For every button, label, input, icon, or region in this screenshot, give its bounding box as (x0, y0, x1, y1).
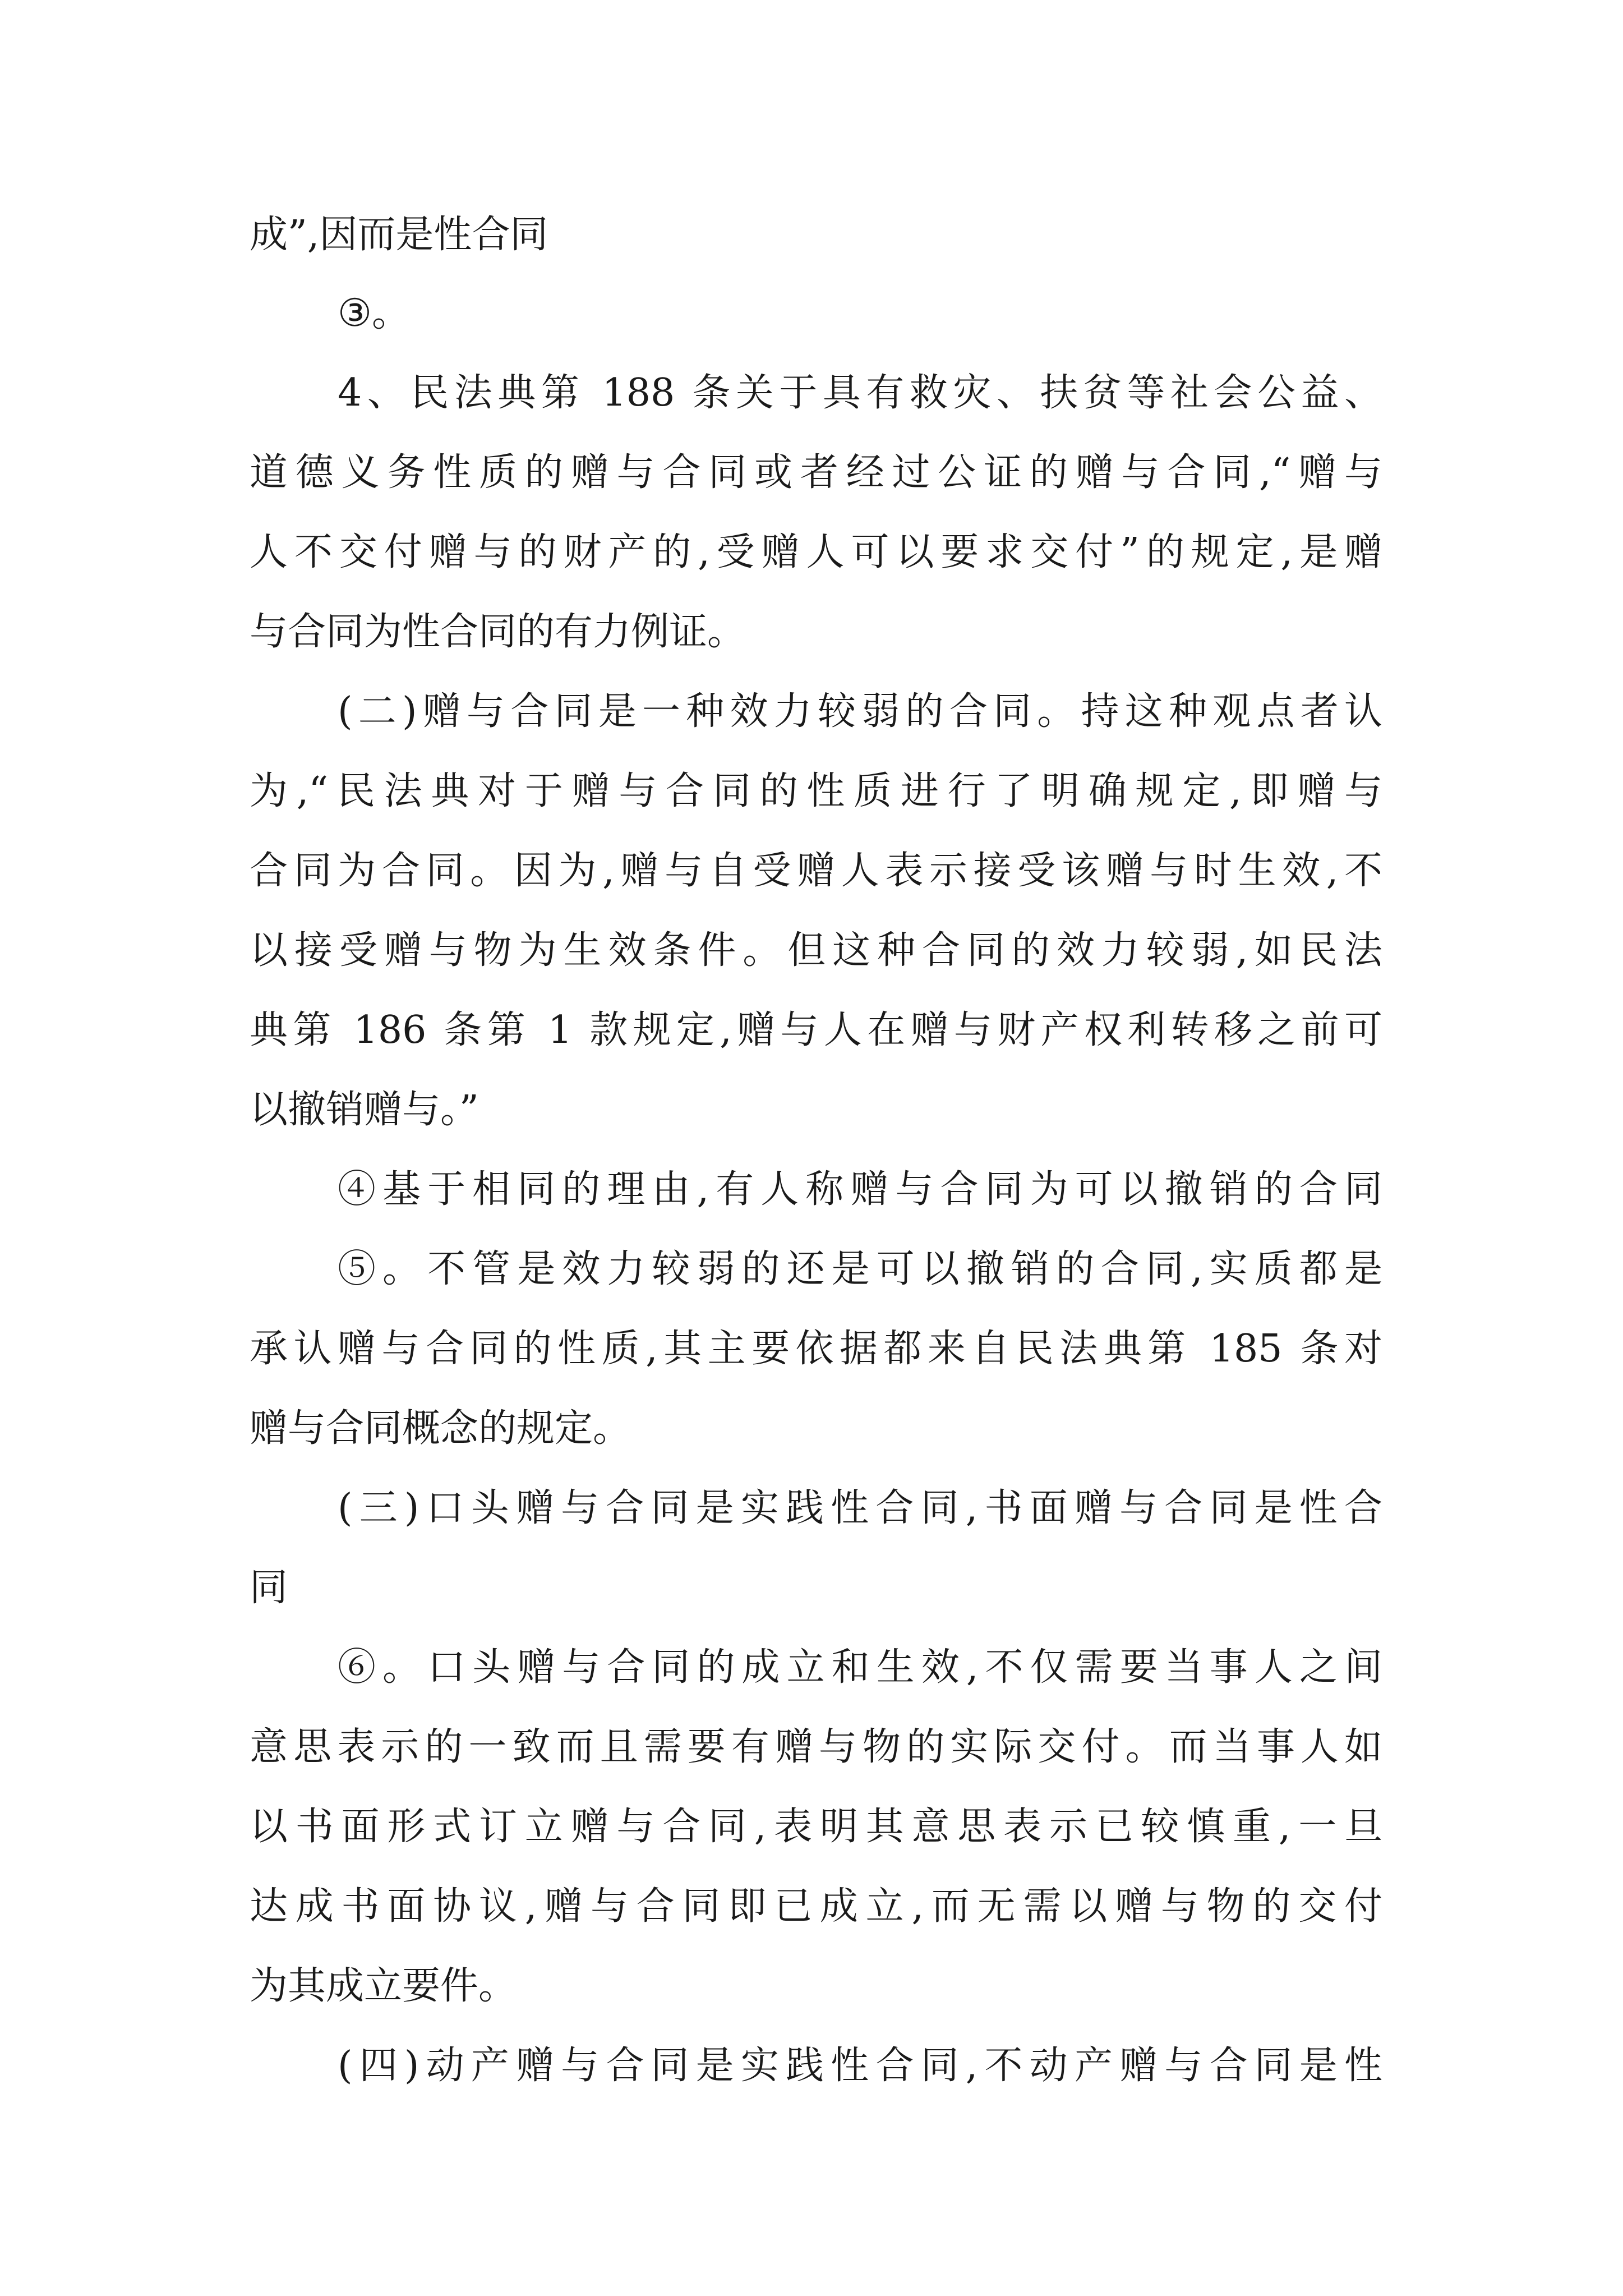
text-line: (二)赠与合同是一种效力较弱的合同。持这种观点者认 (338, 689, 1382, 734)
text-line: (四)动产赠与合同是实践性合同,不动产赠与合同是性 (338, 2044, 1382, 2088)
text-line: 典第 186 条第 1 款规定,赠与人在赠与财产权利转移之前可 (250, 1008, 1382, 1052)
text-line: 承认赠与合同的性质,其主要依据都来自民法典第 185 条对 (250, 1327, 1382, 1371)
text-line: ⑥。口头赠与合同的成立和生效,不仅需要当事人之间 (338, 1645, 1382, 1690)
text-line: ④基于相同的理由,有人称赠与合同为可以撤销的合同 (338, 1167, 1382, 1212)
text-line: 成”,因而是性合同 (250, 213, 548, 257)
text-line: 达成书面协议,赠与合同即已成立,而无需以赠与物的交付 (250, 1884, 1382, 1929)
text-line: 为,“民法典对于赠与合同的性质进行了明确规定,即赠与 (250, 769, 1382, 813)
text-line: 合同为合同。因为,赠与自受赠人表示接受该赠与时生效,不 (250, 849, 1382, 893)
text-line: 为其成立要件。 (250, 1964, 517, 2008)
text-line: 人不交付赠与的财产的,受赠人可以要求交付”的规定,是赠 (250, 530, 1382, 574)
text-line: ⑤。不管是效力较弱的还是可以撤销的合同,实质都是 (338, 1247, 1382, 1291)
text-line: 同 (250, 1566, 288, 1610)
text-line: ③。 (338, 291, 410, 335)
text-line: 道德义务性质的赠与合同或者经过公证的赠与合同,“赠与 (250, 450, 1382, 495)
text-line: 以书面形式订立赠与合同,表明其意思表示已较慎重,一旦 (250, 1805, 1382, 1849)
text-line: 以接受赠与物为生效条件。但这种合同的效力较弱,如民法 (250, 928, 1382, 973)
text-line: 4、民法典第 188 条关于具有救灾、扶贫等社会公益、 (338, 371, 1382, 415)
text-line: 赠与合同概念的规定。 (250, 1406, 631, 1451)
text-line: (三)口头赠与合同是实践性合同,书面赠与合同是性合 (338, 1486, 1382, 1530)
text-line: 以撤销赠与。” (250, 1088, 479, 1132)
text-line: 与合同为性合同的有力例证。 (250, 610, 746, 654)
text-line: 意思表示的一致而且需要有赠与物的实际交付。而当事人如 (250, 1725, 1382, 1769)
